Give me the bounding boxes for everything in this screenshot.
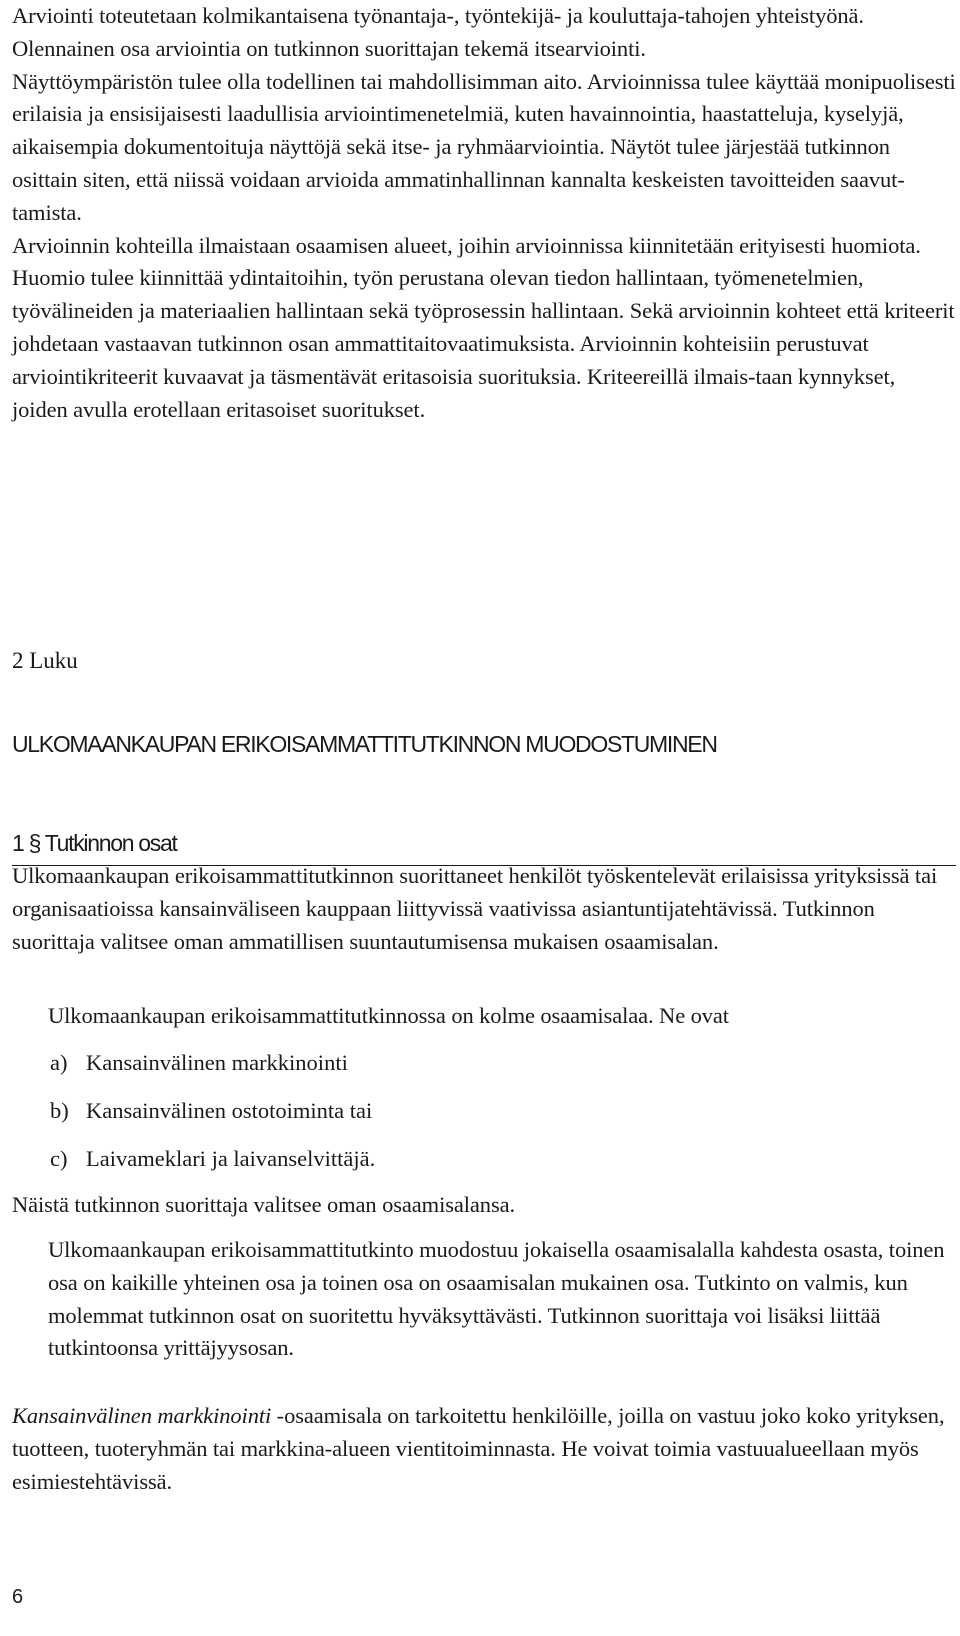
paragraph-list-outro: Näistä tutkinnon suorittaja valitsee oman osaamisalansa. xyxy=(12,1191,516,1217)
specializations-block xyxy=(12,1000,956,1222)
chapter-number: 2 Luku xyxy=(12,648,78,673)
paragraph-structure xyxy=(12,1234,956,1365)
paragraph-section-intro: Ulkomaankaupan erikoisammattitutkinnon suorittaneet henkilöt työskentelevät erilaisissa yrityksissä tai organisaatioissa kansainväliseen kauppaan liittyvissä vaativissa asiantuntijatehtävissä. Tutkinnon suorittaja valitsee oman ammatillisen suuntautumisensa mukaisen osaamisalan. xyxy=(12,863,938,954)
top-text-block xyxy=(12,0,956,426)
italic-lead: Kansainvälinen markkinointi xyxy=(12,1403,272,1428)
list-marker: c) xyxy=(50,1145,68,1171)
list-item-text: Kansainvälinen ostotoiminta tai xyxy=(86,1097,373,1123)
structure-text: Ulkomaankaupan erikoisammattitutkinto muodostuu jokaisella osaamisalalla kahdesta osasta, toinen osa on kaikille yhteinen osa ja toinen osa on osaamisalan mukainen osa. Tutkinto on valmis, kun molemmat tutkinnon osat on suoritettu hyväksyttävästi. Tutkinnon suorittaja voi lisäksi liittää tutkintoonsa yrittäjyysosan. xyxy=(48,1237,945,1361)
section-intro-block xyxy=(12,860,956,958)
list-item xyxy=(12,1143,956,1175)
paragraph-demonstration-environment: Näyttöympäristön tulee olla todellinen tai mahdollisimman aito. Arvioinnissa tulee käyttää monipuolisesti erilaisia ja ensisijaisesti laadullisia arviointimenetelmiä, kuten havainnointia, haastatteluja, kyselyjä, aikaisempia dokumentoituja näyttöjä sekä itse- ja ryhmäarviointia. Näytöt tulee järjestää tutkinnon osittain siten, että niissä voidaan arvioida ammatinhallinnan kannalta keskeisten tavoitteiden saavut-tamista. xyxy=(12,68,956,225)
chapter-title: ULKOMAANKAUPAN ERIKOISAMMATTITUTKINNON MUODOSTUMINEN xyxy=(12,731,717,757)
paragraph-assessment-targets: Arvioinnin kohteilla ilmaistaan osaamisen alueet, joihin arvioinnissa kiinnitetään erityisesti huomiota. Huomio tulee kiinnittää ydintaitoihin, työn perustana olevan tiedon hallintaan, työmenetelmien, työvälineiden ja materiaalien hallintaan sekä työprosessin hallintaan. Sekä arvioinnin kohteet että kriteerit johdetaan vastaavan tutkinnon osan ammattitaitovaatimuksista. Arvioinnin kohteisiin perustuvat arviointikriteerit kuvaavat ja täsmentävät eritasoisia suorituksia. Kriteereillä ilmais-taan kynnykset, joiden avulla erotellaan eritasoiset suoritukset. xyxy=(12,232,955,422)
list-item-text: Laivameklari ja laivanselvittäjä. xyxy=(86,1145,376,1171)
page-number: 6 xyxy=(12,1586,24,1608)
last-paragraph-block xyxy=(12,1400,956,1498)
paragraph-list-intro: Ulkomaankaupan erikoisammattitutkinnossa on kolme osaamisalaa. Ne ovat xyxy=(48,1003,729,1028)
list-item xyxy=(12,1095,956,1127)
paragraph-international-marketing xyxy=(12,1400,956,1498)
structure-block xyxy=(12,1234,956,1365)
list-marker: b) xyxy=(50,1097,69,1123)
paragraph-rest: -osaamisala on tarkoitettu henkilöille, joilla on vastuu joko koko yrityksen, tuotteen, tuoteryhmän tai markkina-alueen vientitoiminnasta. He voivat toimia vastuualueellaan myös esimiestehtävissä. xyxy=(12,1403,945,1494)
list-marker: a) xyxy=(50,1049,68,1075)
paragraph-assessment-cooperation: Arviointi toteutetaan kolmikantaisena työnantaja-, työntekijä- ja kouluttaja-tahojen yhteistyönä. Olennainen osa arviointia on tutkinnon suorittajan tekemä itsearviointi. xyxy=(12,3,864,61)
list-item-text: Kansainvälinen markkinointi xyxy=(86,1049,348,1075)
list-item xyxy=(12,1047,956,1079)
section-heading: 1 § Tutkinnon osat xyxy=(12,830,956,866)
